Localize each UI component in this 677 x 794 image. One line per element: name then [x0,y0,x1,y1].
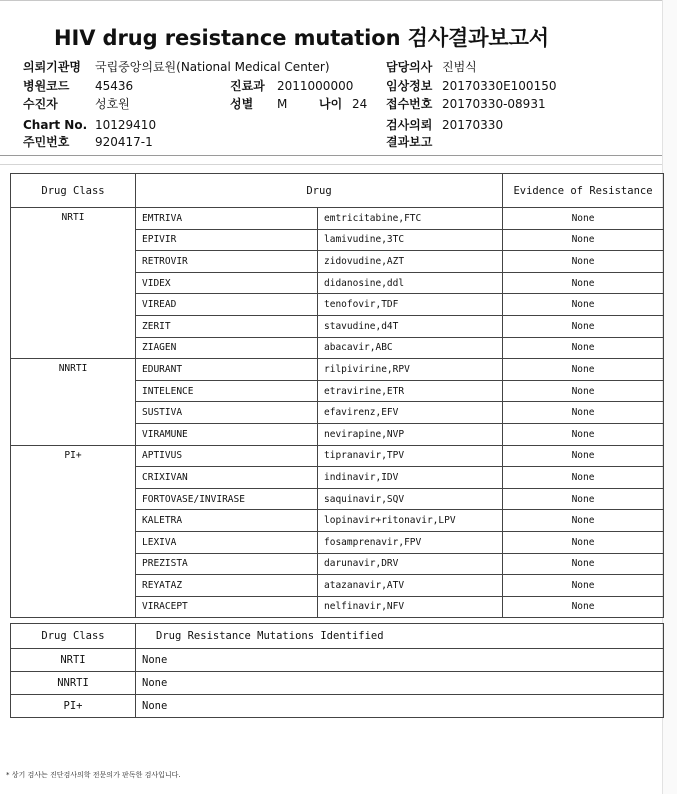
evidence-cell: None [503,423,664,445]
drug-brand-cell: VIREAD [136,294,318,316]
evidence-cell: None [503,575,664,597]
drug-generic-cell: saquinavir,SQV [318,488,503,510]
evidence-cell: None [503,467,664,489]
dept-label: 진료과 [230,79,265,93]
drug-brand-cell: EPIVIR [136,229,318,251]
drug-brand-cell: EDURANT [136,359,318,381]
doctor-label: 담당의사 [386,60,433,74]
drug-generic-cell: darunavir,DRV [318,553,503,575]
evidence-cell: None [503,445,664,467]
drug-generic-cell: lamivudine,3TC [318,229,503,251]
drug-brand-cell: VIRACEPT [136,596,318,618]
drug-generic-cell: nevirapine,NVP [318,423,503,445]
drug-table-header-row [11,174,664,208]
mutation-row [11,649,664,672]
hospital-code-value: 45436 [95,79,134,93]
chart-no-label: Chart No. [23,118,88,132]
evidence-cell: None [503,531,664,553]
drug-header: Drug [136,174,503,208]
institution-label: 의뢰기관명 [23,60,81,74]
mutations-header: Drug Resistance Mutations Identified [136,624,664,649]
mutation-drug-class-header: Drug Class [11,624,136,649]
drug-generic-cell: fosamprenavir,FPV [318,531,503,553]
evidence-cell: None [503,510,664,532]
sex-value: M [277,97,288,111]
doctor-value: 진범식 [442,60,477,74]
drug-generic-cell: tipranavir,TPV [318,445,503,467]
vertical-scrollbar[interactable] [662,0,677,794]
drug-generic-cell: indinavir,IDV [318,467,503,489]
hospital-code-label: 병원코드 [23,79,70,93]
drug-class-cell: PI+ [11,445,136,618]
drug-brand-cell: SUSTIVA [136,402,318,424]
evidence-cell: None [503,402,664,424]
top-border [0,0,662,1]
receipt-value: 20170330-08931 [442,97,546,111]
mutation-class-cell: PI+ [11,695,136,718]
report-title: HIV drug resistance mutation 검사결과보고서 [54,26,549,50]
drug-brand-cell: VIDEX [136,272,318,294]
mutation-value-cell: None [136,672,664,695]
evidence-cell: None [503,315,664,337]
drug-generic-cell: zidovudine,AZT [318,251,503,273]
drug-generic-cell: emtricitabine,FTC [318,208,503,230]
resident-no-label: 주민번호 [23,135,70,149]
age-label: 나이 [319,97,343,111]
drug-brand-cell: VIRAMUNE [136,423,318,445]
mutation-value-cell: None [136,695,664,718]
mutation-row [11,672,664,695]
header-divider [0,155,662,156]
drug-brand-cell: FORTOVASE/INVIRASE [136,488,318,510]
drug-brand-cell: KALETRA [136,510,318,532]
sex-label: 성별 [230,97,254,111]
drug-class-cell: NNRTI [11,359,136,445]
header-divider-secondary [0,164,662,165]
evidence-cell: None [503,488,664,510]
drug-brand-cell: EMTRIVA [136,208,318,230]
dept-value: 2011000000 [277,79,354,93]
age-value: 24 [352,97,368,111]
drug-brand-cell: PREZISTA [136,553,318,575]
drug-row [11,359,664,381]
drug-brand-cell: LEXIVA [136,531,318,553]
drug-generic-cell: didanosine,ddl [318,272,503,294]
report-date-label: 결과보고 [386,135,433,149]
resident-no-value: 920417-1 [95,135,153,149]
chart-no-value: 10129410 [95,118,157,132]
institution-value: 국립중앙의료원(National Medical Center) [95,60,330,74]
evidence-cell: None [503,251,664,273]
drug-class-header: Drug Class [11,174,136,208]
drug-generic-cell: abacavir,ABC [318,337,503,359]
drug-generic-cell: nelfinavir,NFV [318,596,503,618]
receipt-label: 접수번호 [386,97,433,111]
drug-brand-cell: REYATAZ [136,575,318,597]
evidence-cell: None [503,272,664,294]
drug-row [11,445,664,467]
drug-brand-cell: RETROVIR [136,251,318,273]
evidence-cell: None [503,208,664,230]
mutation-class-cell: NRTI [11,649,136,672]
drug-generic-cell: rilpivirine,RPV [318,359,503,381]
drug-brand-cell: CRIXIVAN [136,467,318,489]
evidence-cell: None [503,294,664,316]
mutation-summary-table [10,623,664,718]
patient-value: 성호원 [95,97,130,111]
mutation-value-cell: None [136,649,664,672]
evidence-cell: None [503,229,664,251]
evidence-cell: None [503,553,664,575]
evidence-cell: None [503,596,664,618]
evidence-cell: None [503,359,664,381]
evidence-cell: None [503,337,664,359]
request-value: 20170330 [442,118,504,132]
drug-generic-cell: lopinavir+ritonavir,LPV [318,510,503,532]
mutation-table-header-row [11,624,664,649]
footnote: * 상기 검사는 진단검사의학 전문의가 판독한 검사입니다. [6,771,181,779]
drug-row [11,208,664,230]
drug-resistance-table [10,173,664,618]
drug-generic-cell: efavirenz,EFV [318,402,503,424]
request-label: 검사의뢰 [386,118,433,132]
patient-label: 수진자 [23,97,58,111]
clinical-label: 임상정보 [386,79,433,93]
drug-brand-cell: INTELENCE [136,380,318,402]
evidence-header: Evidence of Resistance [503,174,664,208]
drug-generic-cell: tenofovir,TDF [318,294,503,316]
mutation-class-cell: NNRTI [11,672,136,695]
drug-class-cell: NRTI [11,208,136,359]
drug-generic-cell: etravirine,ETR [318,380,503,402]
drug-brand-cell: APTIVUS [136,445,318,467]
clinical-value: 20170330E100150 [442,79,557,93]
drug-brand-cell: ZIAGEN [136,337,318,359]
drug-generic-cell: atazanavir,ATV [318,575,503,597]
drug-generic-cell: stavudine,d4T [318,315,503,337]
mutation-row [11,695,664,718]
drug-brand-cell: ZERIT [136,315,318,337]
evidence-cell: None [503,380,664,402]
